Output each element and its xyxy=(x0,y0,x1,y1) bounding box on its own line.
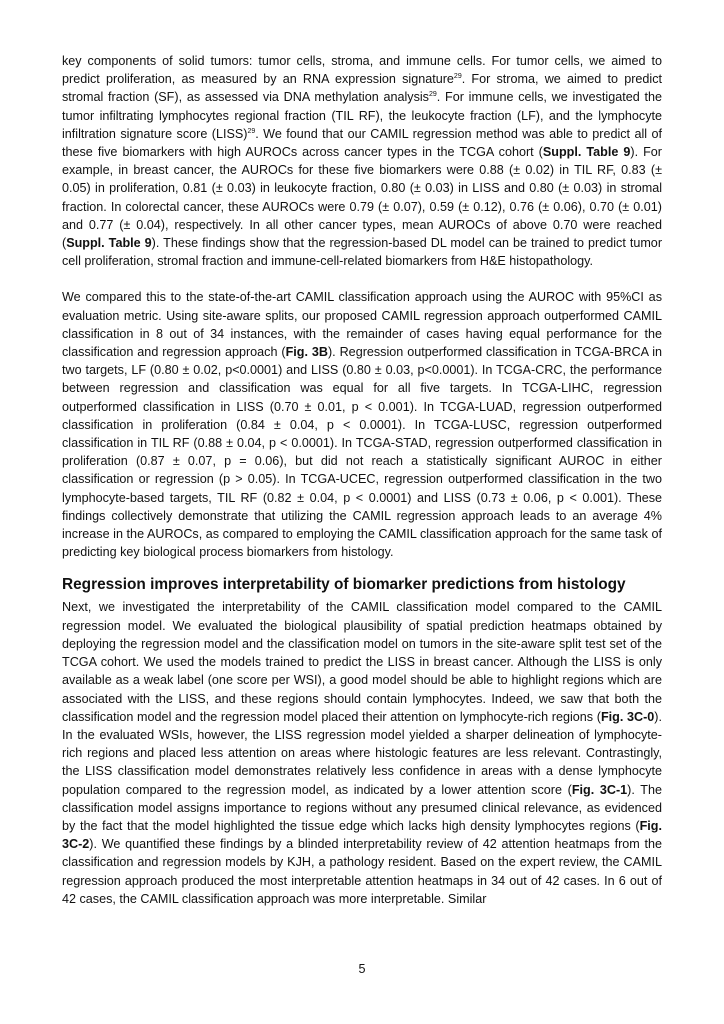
citation-ref: 29 xyxy=(428,91,437,99)
figure-reference: Fig. 3C-1 xyxy=(571,782,628,797)
paragraph-interpretability xyxy=(62,598,662,907)
table-reference: Suppl. Table 9 xyxy=(542,145,631,160)
figure-reference: Fig. 3B xyxy=(285,345,328,360)
citation-ref: 29 xyxy=(453,73,462,81)
text-run: . For immune cells, we investigated the tumor infiltrating lymphocytes regional fraction (TIL RF), the leukocyte fraction (LF), and the lymphocyte infiltration signature score (LISS) xyxy=(62,90,662,141)
text-run: We compared this to the state-of-the-art CAMIL classification approach using the AUROC with 95%CI as evaluation metric. Using site-aware splits, our proposed CAMIL regression approach outperformed CAMIL classification in 8 out of 34 instances, with the remainder of cases having equal performance for the classification and regression approach ( xyxy=(62,290,662,360)
text-run: . We found that our CAMIL regression method was able to predict all of these five biomarkers with high AUROCs across cancer types in the TCGA cohort ( xyxy=(62,126,662,160)
table-reference: Suppl. Table 9 xyxy=(66,236,152,251)
figure-reference: Fig. 3C-2 xyxy=(62,818,662,852)
text-run: . For stroma, we aimed to predict stromal fraction (SF), as assessed via DNA methylation analysis xyxy=(62,72,662,105)
text-run: Next, we investigated the interpretability of the CAMIL classification model compared to the CAMIL regression model. We evaluated the biological plausibility of spatial prediction heatmaps obtained by deploying the regression model and the classification model on tumors in the site-aware split test set of the TCGA cohort. We used the models trained to predict the LISS in breast cancer. Although the LISS is only available as a weak label (one score per WSI), a good model should be able to highlight regions which are associated with the LISS, and these regions should contain lymphocytes. Indeed, we saw that both the classification model and the regression model placed their attention on lymphocyte-rich regions ( xyxy=(62,600,662,724)
text-run: ). Regression outperformed classification in TCGA-BRCA in two targets, LF (0.80 ± 0.02, p<0.0001) and LISS (0.80 ± 0.03, p<0.0001). In TCGA-CRC, the performance between regression and classification was equal for all five targets. In TCGA-LIHC, regression outperformed classification in LISS (0.70 ± 0.01, p < 0.001). In TCGA-LUAD, regression outperformed classification in proliferation (0.84 ± 0.04, p < 0.0001). In TCGA-LUSC, regression outperformed classification in TIL RF (0.88 ± 0.04, p < 0.0001). In TCGA-STAD, regression outperformed classification in proliferation (0.87 ± 0.07, p = 0.06), but did not reach a statistically significant AUROC in either classification or regression (p > 0.05). In TCGA-UCEC, regression outperformed classification in the two lymphocyte-based targets, TIL RF (0.82 ± 0.04, p < 0.0001) and LISS (0.73 ± 0.06, p < 0.001). These findings collectively demonstrate that utilizing the CAMIL regression approach leads to an average 4% increase in the AUROCs, as compared to employing the CAMIL classification approach for the same task of predicting key biological process biomarkers from histology. xyxy=(62,345,662,560)
paragraph-biomarkers xyxy=(62,52,662,270)
text-run: key components of solid tumors: tumor cells, stroma, and immune cells. For tumor cells, we aimed to predict proliferation, as measured by an RNA expression signature xyxy=(62,54,662,87)
text-run: ). These findings show that the regression-based DL model can be trained to predict tumor cell proliferation, stromal fraction and immune-cell-related biomarkers from H&E histopathology. xyxy=(62,236,663,269)
page-number: 5 xyxy=(358,962,366,976)
figure-reference: Fig. 3C-0 xyxy=(600,709,655,724)
citation-ref: 29 xyxy=(247,127,256,135)
page-body xyxy=(62,52,662,908)
text-run: ). For example, in breast cancer, the AUROCs for these five biomarkers were 0.88 (± 0.02) in TIL RF, 0.83 (± 0.05) in proliferation, 0.81 (± 0.03) in leukocyte fraction, 0.80 (± 0.03) in LISS and 0.80 (± 0.03) in stromal fraction. In colorectal cancer, these AUROCs were 0.79 (± 0.07), 0.59 (± 0.12), 0.76 (± 0.06), 0.70 (± 0.01) and 0.77 (± 0.04), respectively. In all other cancer types, mean AUROCs of above 0.70 were reached ( xyxy=(62,145,663,251)
text-run: ). We quantified these findings by a blinded interpretability review of 42 attention heatmaps from the classification and regression models by KJH, a pathology resident. Based on the expert review, the CAMIL regression approach produced the most interpretable attention heatmaps in 34 out of 42 cases. In 6 out of 42 cases, the CAMIL classification approach was more interpretable. Similar xyxy=(62,837,662,906)
section-heading: Regression improves interpretability of biomarker predictions from histology xyxy=(62,576,626,594)
paragraph-comparison xyxy=(62,288,662,561)
text-run: ). In the evaluated WSIs, however, the LISS regression model yielded a sharper delineation of lymphocyte-rich regions and placed less attention on areas where histologic features are less relevant. Contrastingly, the LISS classification model demonstrates relatively less confidence in areas with a dense lymphocyte population compared to the regression model, as indicated by a lower attention score ( xyxy=(62,709,662,797)
text-run: ). The classification model assigns importance to regions without any presumed clinical relevance, as evidenced by the fact that the model highlighted the tissue edge which lacks high density lymphocytes regions ( xyxy=(62,782,663,833)
